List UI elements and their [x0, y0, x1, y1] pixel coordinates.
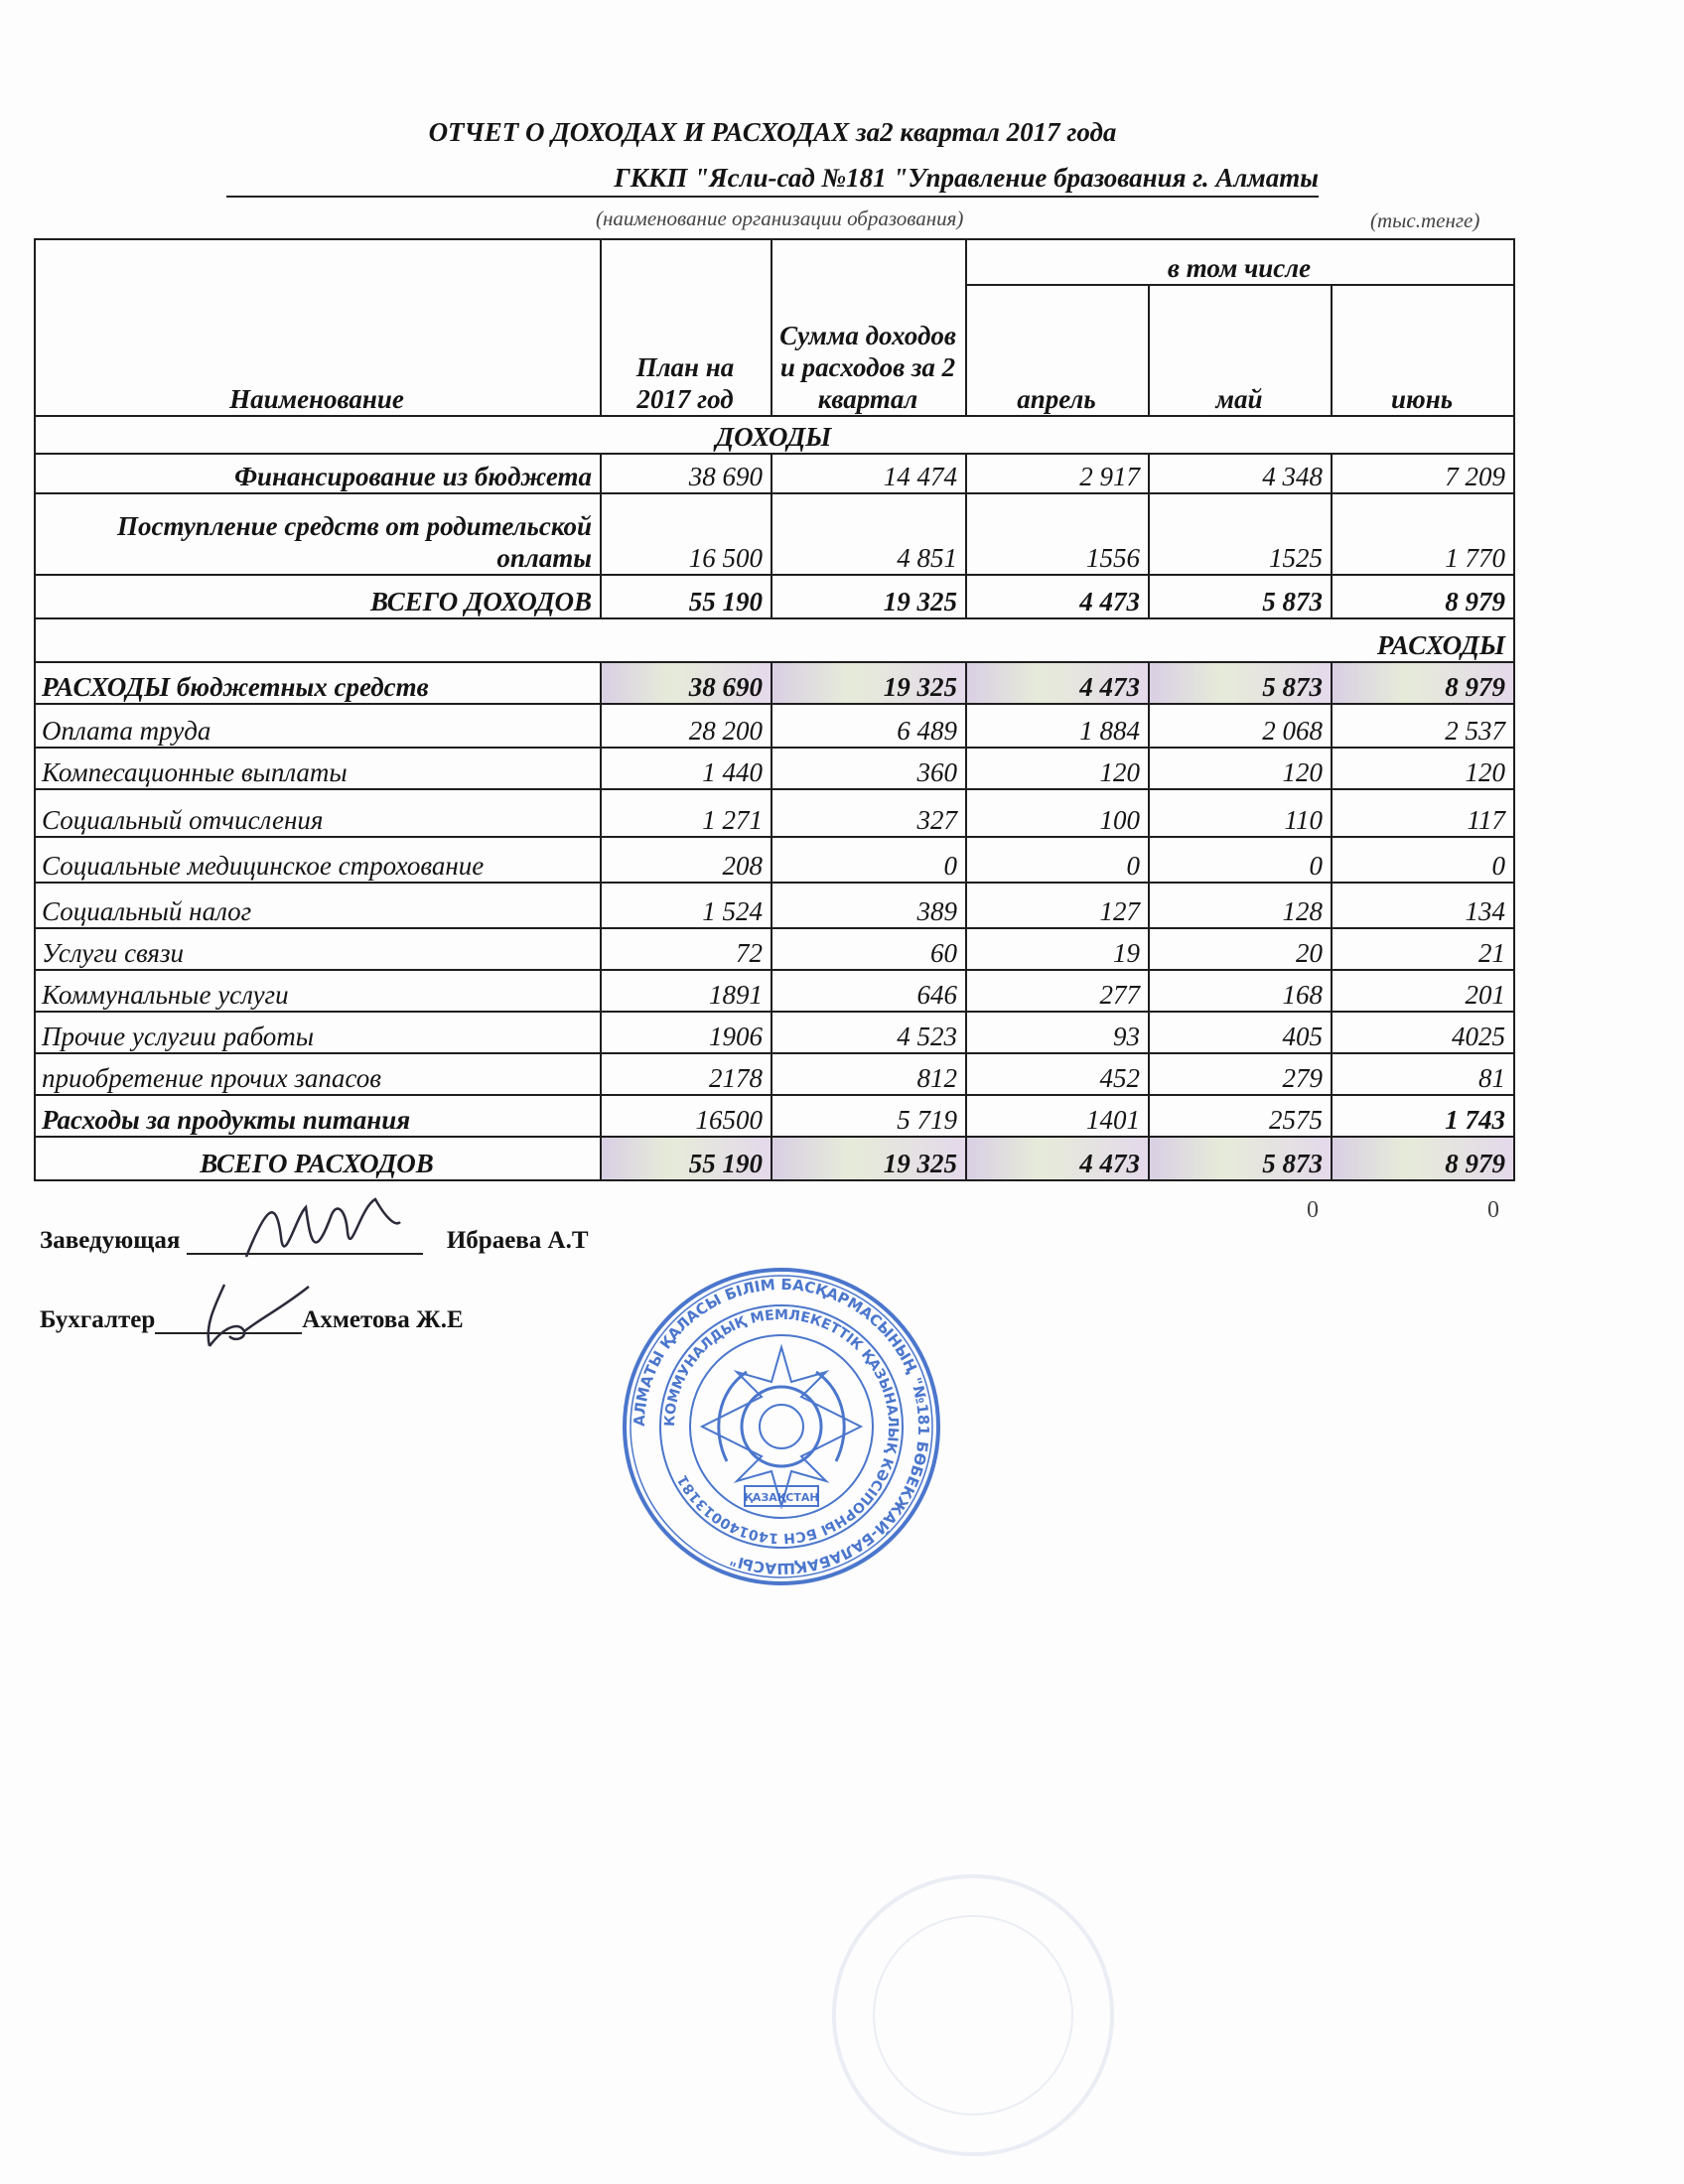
table-row: Финансирование из бюджета 38 690 14 474 2 917 4 348 7 209	[35, 454, 1514, 493]
expense-section-header: РАСХОДЫ	[35, 618, 1514, 662]
organization-note: (наименование организации образования)	[596, 206, 964, 230]
check-zero-may: 0	[1307, 1197, 1319, 1223]
col-header-plan: План на 2017 год	[601, 239, 772, 416]
faint-stamp-imprint-icon	[824, 1866, 1122, 2164]
accountant-signature-icon	[185, 1277, 314, 1356]
col-header-april: апрель	[966, 285, 1149, 416]
accountant-name: Ахметова Ж.Е	[302, 1306, 464, 1333]
budget-expenses-row: РАСХОДЫ бюджетных средств 38 690 19 325 4 473 5 873 8 979	[35, 662, 1514, 704]
units-note: (тыс.тенге)	[1370, 208, 1480, 232]
organization-name: ГККП "Ясли-сад №181 "Управление бразования г. Алматы	[226, 163, 1319, 198]
report-title: ОТЧЕТ О ДОХОДАХ И РАСХОДАХ за2 квартал 2017 года	[428, 117, 1117, 147]
svg-text:КОММУНАЛДЫҚ МЕМЛЕКЕТТІК ҚАЗЫНА	[662, 1307, 901, 1546]
col-header-name: Наименование	[35, 239, 601, 416]
table-row: Компесационные выплаты 1 440 360 120 120 120	[35, 748, 1514, 789]
income-total-row: ВСЕГО ДОХОДОВ 55 190 19 325 4 473 5 873 8 979	[35, 575, 1514, 618]
check-zero-june: 0	[1487, 1197, 1499, 1223]
income-section-header: ДОХОДЫ	[35, 416, 1514, 454]
table-row: Поступление средств от родительской оплаты 16 500 4 851 1556 1525 1 770	[35, 493, 1514, 575]
expense-total-row: ВСЕГО РАСХОДОВ 55 190 19 325 4 473 5 873 8 979	[35, 1137, 1514, 1180]
stamp-inner-text: КОММУНАЛДЫҚ МЕМЛЕКЕТТІК ҚАЗЫНАЛЫҚ КӘСІПОРНЫ БСН 140140013181	[661, 1306, 902, 1547]
col-header-sum: Сумма доходов и расходов за 2 квартал	[772, 239, 966, 416]
table-row: Услуги связи 72 60 19 20 21	[35, 928, 1514, 970]
head-label: Заведующая	[40, 1227, 181, 1254]
table-row: Оплата труда 28 200 6 489 1 884 2 068 2 537	[35, 704, 1514, 748]
table-row: Социальный отчисления 1 271 327 100 110 117	[35, 789, 1514, 837]
food-expenses-row: Расходы за продукты питания 16500 5 719 1401 2575 1 743	[35, 1095, 1514, 1137]
stamp-center-text: ҚАЗАҚСТАН	[744, 1491, 819, 1504]
stamp-outer-text: АЛМАТЫ ҚАЛАСЫ БІЛІМ БАСҚАРМАСЫНЫҢ "№181 БӨБЕКЖАЙ-БАЛАБАҚШАСЫ"	[630, 1275, 933, 1578]
official-stamp-icon	[618, 1263, 945, 1590]
col-header-group: в том числе	[966, 239, 1514, 285]
table-row: Коммунальные услуги 1891 646 277 168 201	[35, 970, 1514, 1012]
table-row: Социальный налог 1 524 389 127 128 134	[35, 883, 1514, 928]
col-header-may: май	[1149, 285, 1332, 416]
table-row: Прочие услугии работы 1906 4 523 93 405 4025	[35, 1012, 1514, 1053]
head-name: Ибраева А.Т	[446, 1227, 589, 1254]
head-signature-icon	[236, 1187, 405, 1277]
accountant-label: Бухгалтер	[40, 1306, 156, 1333]
col-header-june: июнь	[1332, 285, 1514, 416]
report-table	[34, 238, 1515, 1181]
table-row: приобретение прочих запасов 2178 812 452 279 81	[35, 1053, 1514, 1095]
table-row: Социальные медицинское строхование 208 0 0 0 0	[35, 837, 1514, 883]
